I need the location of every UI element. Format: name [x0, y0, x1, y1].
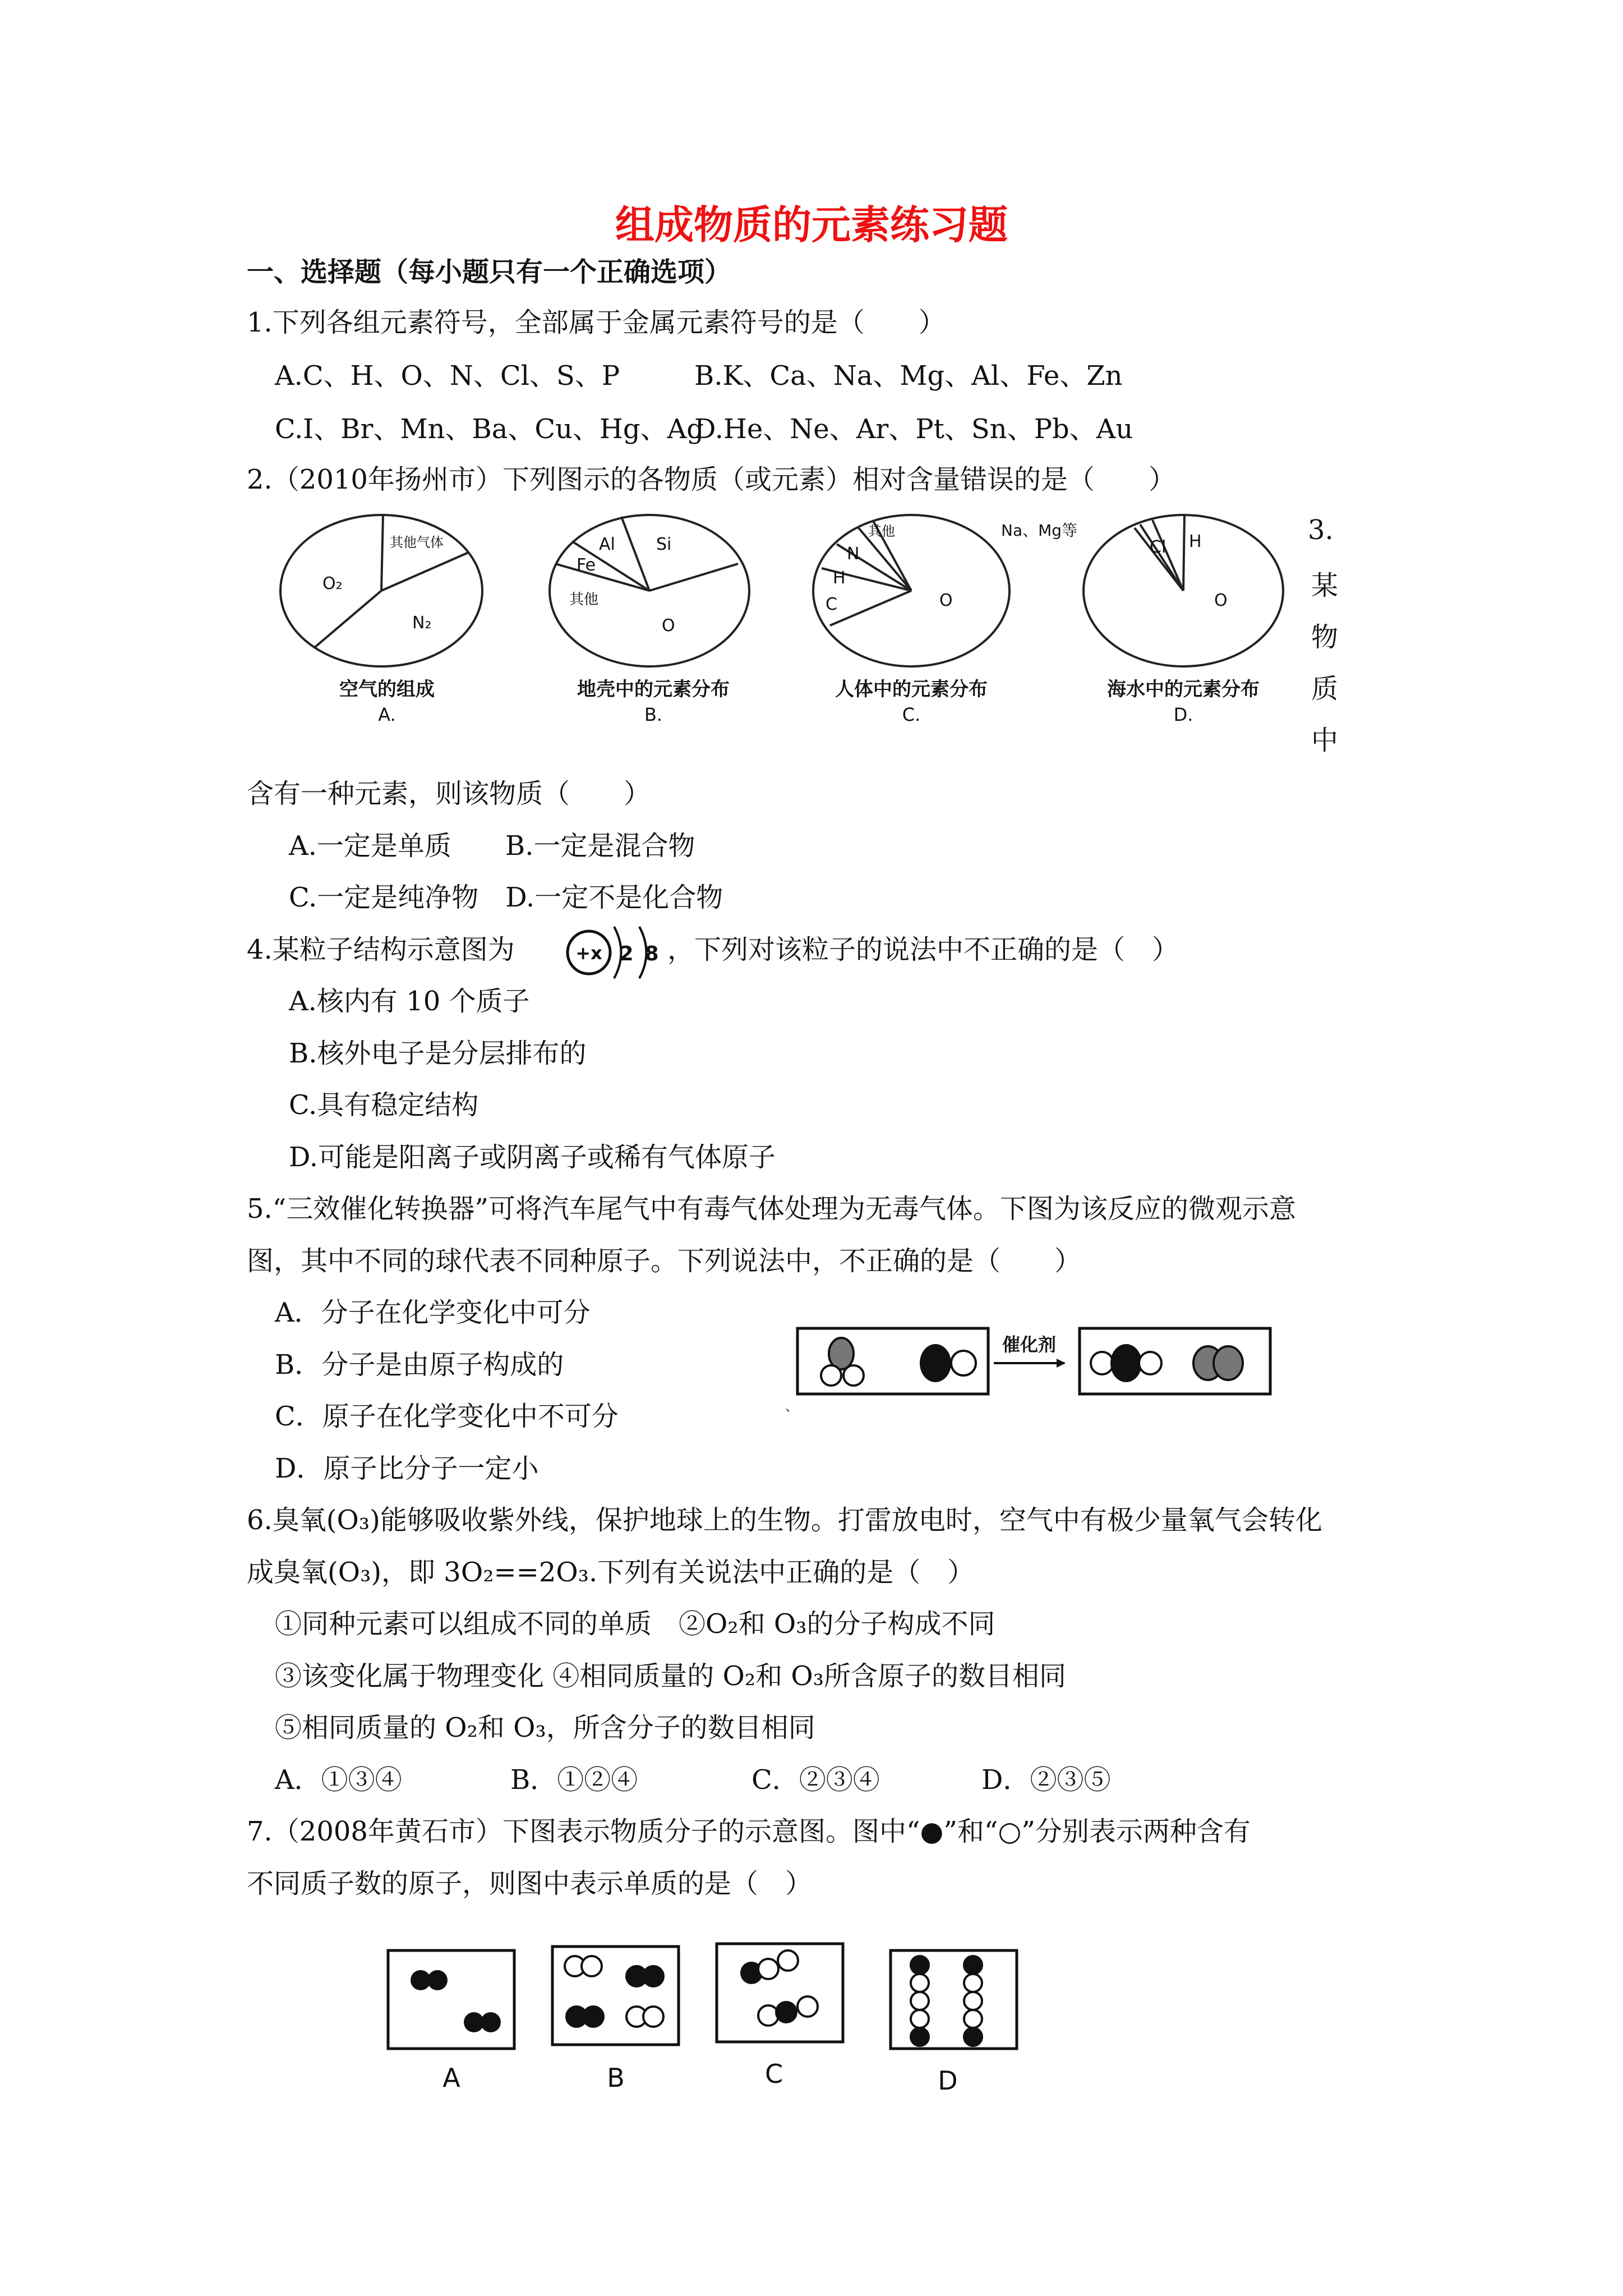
pie-d-caption: 海水中的元素分布: [1107, 678, 1260, 701]
q6-option-b: B．①②④: [510, 1764, 638, 1796]
molecule-diagrams: [381, 1938, 1043, 2101]
q3-options-ab: A.一定是单质 B.一定是混合物: [289, 830, 695, 862]
pie-c-letter: C.: [902, 704, 921, 725]
q6-stem-line1: 6.臭氧(O₃)能够吸收紫外线，保护地球上的生物。打雷放电时，空气中有极少量氧气会转化: [247, 1504, 1322, 1536]
q5-option-a: A．分子在化学变化中可分: [275, 1297, 591, 1328]
q4-stem-start: 4.某粒子结构示意图为: [247, 934, 515, 965]
pie-b-label-o: O: [662, 616, 675, 636]
q3-vertical-text-2: 物: [1311, 622, 1338, 653]
q3-vertical-text-4: 中: [1311, 725, 1338, 756]
pie-a-label-other: 其他气体: [390, 535, 444, 550]
reaction-diagram: [785, 1313, 1279, 1414]
molecule-label-a: A: [442, 2063, 460, 2093]
pie-d-label-cl: Cl: [1150, 537, 1166, 557]
nucleus-label: +x: [575, 942, 602, 964]
pie-b-caption: 地壳中的元素分布: [577, 678, 730, 701]
pie-b-label-fe: Fe: [577, 555, 596, 575]
q5-stem-line2: 图，其中不同的球代表不同种原子。下列说法中，不正确的是（ ）: [247, 1245, 1082, 1277]
q5-stem-line1: 5.“三效催化转换器”可将汽车尾气中有毒气体处理为无毒气体。下图为该反应的微观示意: [247, 1193, 1296, 1225]
q6-statements-3: ⑤相同质量的 O₂和 O₃，所含分子的数目相同: [275, 1712, 815, 1743]
q2-stem: 2.（2010年扬州市）下列图示的各物质（或元素）相对含量错误的是（ ）: [247, 464, 1175, 495]
pie-d-letter: D.: [1173, 704, 1193, 725]
q4-option-b: B.核外电子是分层排布的: [289, 1038, 587, 1069]
q7-stem-line2: 不同质子数的原子，则图中表示单质的是（ ）: [247, 1868, 813, 1899]
shell1-electrons: 2: [619, 942, 634, 965]
q5-option-d: D．原子比分子一定小: [275, 1453, 539, 1484]
pie-a-label-o2: O₂: [322, 574, 343, 593]
pie-a-caption: 空气的组成: [339, 678, 435, 701]
pie-c-label-other: 其他: [868, 523, 895, 539]
q6-option-d: D．②③⑤: [981, 1764, 1111, 1796]
pie-a-label-n2: N₂: [412, 613, 432, 633]
q4-option-a: A.核内有 10 个质子: [289, 986, 530, 1017]
q1-stem: 1.下列各组元素符号，全部属于金属元素符号的是（ ）: [247, 307, 946, 338]
q4-stem-end: ，下列对该粒子的说法中不正确的是（ ）: [667, 934, 1179, 965]
pie-d-label-h: H: [1189, 532, 1202, 551]
pie-b-label-al: Al: [599, 535, 615, 554]
q1-option-c: C.I、Br、Mn、Ba、Cu、Hg、Ag: [275, 413, 704, 445]
q6-statements-1: ①同种元素可以组成不同的单质 ②O₂和 O₃的分子构成不同: [275, 1608, 995, 1640]
pie-c-label-n: N: [847, 544, 860, 564]
pie-b-label-si: Si: [656, 535, 672, 554]
q3-options-cd: C.一定是纯净物 D.一定不是化合物: [289, 882, 723, 913]
molecule-label-b: B: [607, 2063, 625, 2093]
svg-text:、: 、: [785, 1398, 799, 1414]
pie-d-label-na-mg: Na、Mg等: [1001, 521, 1078, 540]
catalyst-label: 催化剂: [1002, 1334, 1057, 1355]
page-title: 组成物质的元素练习题: [615, 202, 1008, 248]
molecule-label-d: D: [938, 2065, 958, 2096]
q6-stem-line2: 成臭氧(O₃)，即 3O₂==2O₃.下列有关说法中正确的是（ ）: [247, 1557, 975, 1588]
q6-statements-2: ③该变化属于物理变化 ④相同质量的 O₂和 O₃所含原子的数目相同: [275, 1660, 1066, 1692]
pie-c-label-c: C: [826, 595, 837, 614]
q3-vertical-text-1: 某: [1311, 570, 1338, 601]
shell2-electrons: 8: [644, 942, 659, 965]
q3-number: 3.: [1308, 514, 1334, 546]
q7-stem-line1: 7.（2008年黄石市）下图表示物质分子的示意图。图中“●”和“○”分别表示两种含有: [247, 1816, 1251, 1847]
q4-option-d: D.可能是阳离子或阴离子或稀有气体原子: [289, 1142, 776, 1173]
atom-structure-diagram: [561, 920, 667, 982]
molecule-label-c: C: [764, 2059, 783, 2089]
q1-option-d: D.He、Ne、Ar、Pt、Sn、Pb、Au: [694, 413, 1133, 445]
q6-option-a: A．①③④: [275, 1764, 402, 1796]
q4-option-c: C.具有稳定结构: [289, 1089, 479, 1121]
pie-c-caption: 人体中的元素分布: [835, 678, 988, 701]
q2-pie-charts: [269, 508, 1290, 726]
q1-option-a: A.C、H、O、N、Cl、S、P: [275, 360, 620, 392]
q3-stem: 含有一种元素，则该物质（ ）: [247, 778, 651, 809]
q6-option-c: C．②③④: [751, 1764, 880, 1796]
q5-option-b: B．分子是由原子构成的: [275, 1349, 564, 1381]
pie-c-label-h: H: [833, 568, 846, 588]
section-heading: 一、选择题（每小题只有一个正确选项）: [247, 256, 732, 288]
q3-vertical-text-3: 质: [1311, 673, 1338, 705]
pie-a-letter: A.: [378, 704, 396, 725]
pie-b-letter: B.: [644, 704, 663, 725]
pie-c-label-o: O: [939, 591, 953, 610]
pie-d-label-o: O: [1214, 591, 1228, 610]
q5-option-c: C．原子在化学变化中不可分: [275, 1401, 619, 1432]
pie-b-label-other: 其他: [569, 591, 599, 608]
q1-option-b: B.K、Ca、Na、Mg、Al、Fe、Zn: [694, 360, 1123, 392]
